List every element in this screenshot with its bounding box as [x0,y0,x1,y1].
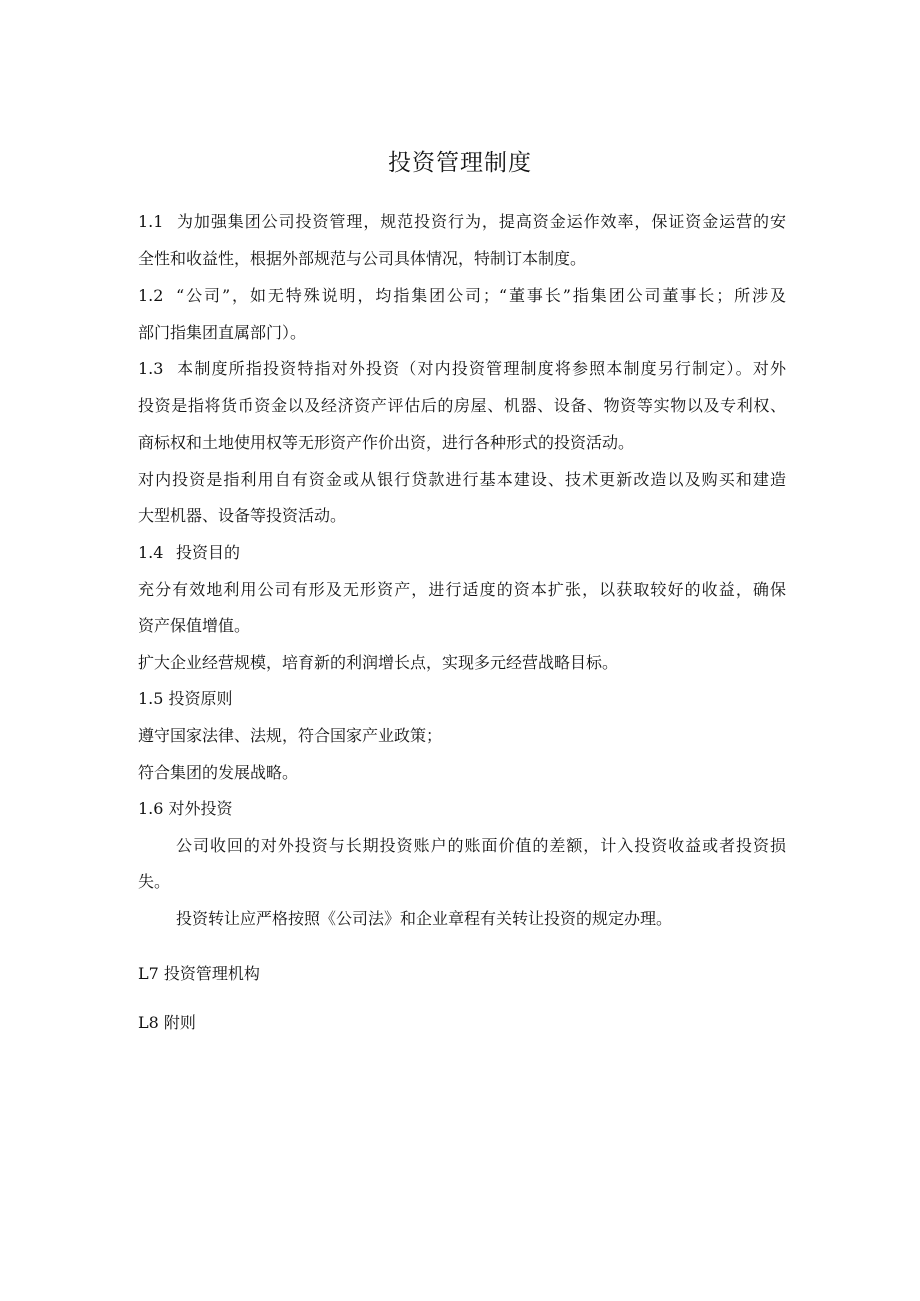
section-number: 1.3 [138,359,164,378]
section-1-2-line-1: 1.2 “公司”，如无特殊说明，均指集团公司；“董事长”指集团公司董事长；所涉及 [138,286,786,305]
section-1-5-line-1: 遵守国家法律、法规，符合国家产业政策； [138,726,443,745]
section-1-1-line-2: 全性和收益性，根据外部规范与公司具体情况，特制订本制度。 [138,249,587,268]
section-1-1-line-1: 1.1 为加强集团公司投资管理，规范投资行为，提高资金运作效率，保证资金运营的安 [138,212,786,231]
section-1-5-line-2: 符合集团的发展战略。 [138,763,299,782]
section-1-3-line-5: 大型机器、设备等投资活动。 [138,506,347,525]
section-1-4-line-1: 充分有效地利用公司有形及无形资产，进行适度的资本扩张，以获取较好的收益，确保 [138,580,786,599]
section-1-3-line-4: 对内投资是指利用自有资金或从银行贷款进行基本建设、技术更新改造以及购买和建造 [138,470,786,489]
section-1-8-heading: L8 附则 [138,1013,196,1032]
section-1-7-heading: L7 投资管理机构 [138,964,260,983]
section-1-4-heading: 1.4 投资目的 [138,543,241,562]
section-number: 1.2 [138,286,164,305]
section-1-6-line-3: 投资转让应严格按照《公司法》和企业章程有关转让投资的规定办理。 [176,909,673,928]
section-1-4-line-3: 扩大企业经营规模，培育新的利润增长点，实现多元经营战略目标。 [138,653,619,672]
section-1-2-line-2: 部门指集团直属部门）。 [138,323,307,342]
section-number: 1.1 [138,212,164,231]
section-1-4-line-2: 资产保值增值。 [138,616,251,635]
section-1-6-heading: 1.6 对外投资 [138,799,233,818]
section-1-6-line-2: 失。 [138,872,171,891]
section-1-5-heading: 1.5 投资原则 [138,689,233,708]
section-1-3-line-2: 投资是指将货币资金以及经济资产评估后的房屋、机器、设备、物资等实物以及专利权、 [138,396,786,415]
document-title: 投资管理制度 [388,150,532,176]
section-1-3-line-1: 1.3 本制度所指投资特指对外投资（对内投资管理制度将参照本制度另行制定）。对外 [138,359,786,378]
section-1-6-line-1: 公司收回的对外投资与长期投资账户的账面价值的差额，计入投资收益或者投资损 [176,836,786,855]
section-number: 1.4 [138,543,164,562]
section-1-3-line-3: 商标权和土地使用权等无形资产作价出资，进行各种形式的投资活动。 [138,433,635,452]
